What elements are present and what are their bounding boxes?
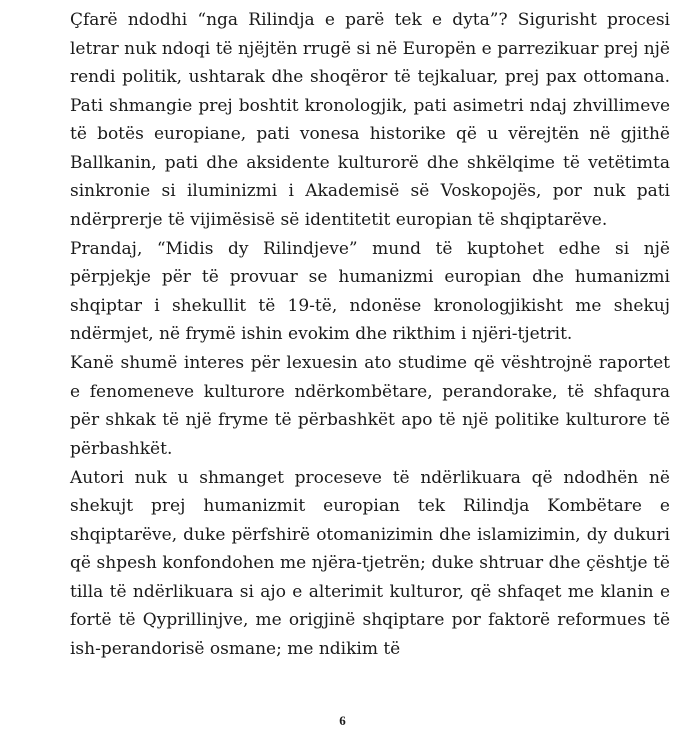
paragraph-1: Çfarë ndodhi “nga Rilindja e parë tek e dyta”? Sigurisht procesi letrar nuk ndoqi të njëjtën rrugë si në Europën e parrezikuar prej një rendi politik, ushtarak dhe shoqëror të tejkaluar, prej pax ottomana. Pati shmangie prej boshtit kronologjik, pati asimetri ndaj zhvillimeve të botës europiane, pati vonesa historike që u vërejtën në gjithë Ballkanin, pati dhe aksidente kulturorë dhe shkëlqime të vetëtimta sinkronie si iluminizmi i Akademisë së Voskopojës, por nuk pati ndërprerje të vijimësisë së identitetit europian të shqiptarëve. (70, 10, 670, 230)
paragraph-3: Kanë shumë interes për lexuesin ato studime që vështrojnë raportet e fenomeneve kulturore ndërkombëtare, perandorake, të shfaqura për shkak të një fryme të përbashkët apo të një politike kulturore të përbashkët. (70, 353, 670, 459)
paragraph-2: Prandaj, “Midis dy Rilindjeve” mund të kuptohet edhe si një përpjekje për të provuar se humanizmi europian dhe humanizmi shqiptar i shekullit të 19-të, ndonëse kronologjikisht me shekuj ndërmjet, në frymë ishin evokim dhe rikthim i njëri-tjetrit. (70, 238, 670, 344)
page-body (70, 6, 670, 664)
paragraph-4: Autori nuk u shmanget proceseve të ndërlikuara që ndodhën në shekujt prej humanizmit europian tek Rilindja Kombëtare e shqiptarëve, duke përfshirë otomanizimin dhe islamizimin, dy dukuri që shpesh konfondohen me njëra-tjetrën; duke shtruar dhe çështje të tilla të ndërlikuara si ajo e alterimit kulturor, që shfaqet me klanin e fortë të Qyprillinjve, me origjinë shqiptare por faktorë reformues të ish-perandorisë osmane; me ndikim të (70, 467, 670, 659)
page-number: 6 (339, 713, 346, 728)
